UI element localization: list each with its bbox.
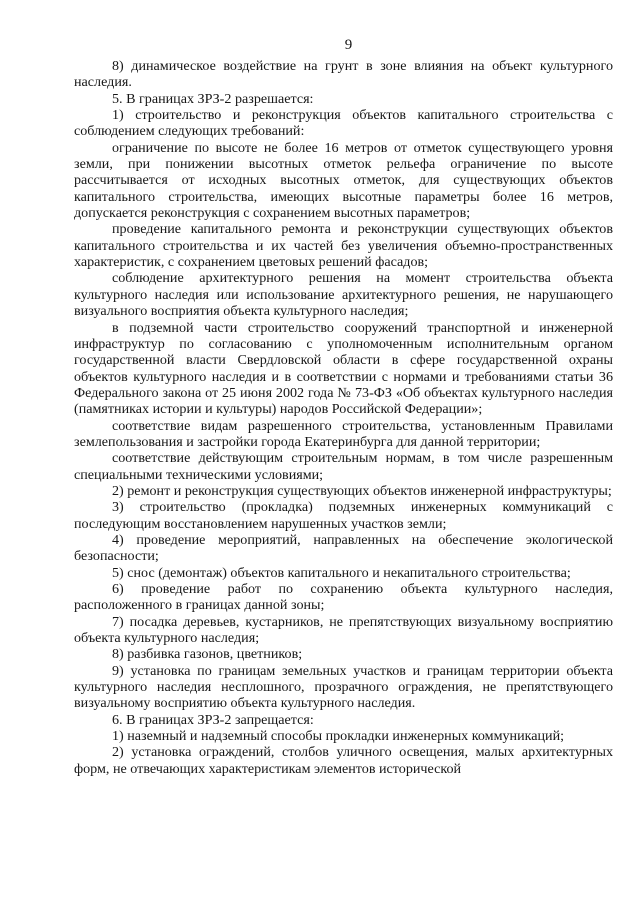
paragraph-item-7: 7) посадка деревьев, кустарников, не препятствующих визуальному восприятию объекта культурного наследия; [74, 613, 613, 647]
section-6-heading: 6. В границах ЗРЗ-2 запрещается: [112, 711, 314, 728]
paragraph-prohibited-item-1: 1) наземный и надземный способы прокладки инженерных коммуникаций; [112, 728, 565, 745]
paragraph-item-1-construction: 1) строительство и реконструкция объектов капитального строительства с соблюдением следующих требований: [74, 107, 613, 140]
paragraph-prohibited-item-2: 2) установка ограждений, столбов уличного освещения, малых архитектурных форм, не отвечающих характеристикам элементов исторической [74, 744, 613, 777]
paragraph-height-limit: ограничение по высоте не более 16 метров от отметок существующего уровня земли, при понижении высотных отметок рельефа ограничение по высоте рассчитывается от исходных высотных отметок, для существующих объектов капитального строительства, имеющих высотные параметры более 16 метров, допускается реконструкция с сохранением высотных параметров; [74, 139, 613, 222]
paragraph-underground: в подземной части строительство сооружений транспортной и инженерной инфраструктур по согласованию с уполномоченным исполнительным органом государственной власти Свердловской области в сфере государственной охраны объектов культурного наследия и в соответствии с нормами и требованиями статьи 36 Федерального закона от 25 июня 2002 года № 73-ФЗ «Об объектах культурного наследия (памятниках истории и культуры) народов Российской Федерации»; [74, 319, 613, 418]
paragraph-item-4: 4) проведение мероприятий, направленных на обеспечение экологической безопасности; [74, 531, 613, 565]
paragraph-item-8-impact: 8) динамическое воздействие на грунт в зоне влияния на объект культурного наследия. [74, 58, 613, 91]
page-number: 9 [344, 37, 353, 53]
paragraph-item-5: 5) снос (демонтаж) объектов капитального и некапитального строительства; [112, 564, 571, 581]
paragraph-repair: проведение капитального ремонта и реконструкции существующих объектов капитального строительства и их частей без увеличения объемно-пространственных характеристик, с сохранением цветовых решений фасадов; [74, 221, 613, 271]
body-text [74, 58, 613, 777]
paragraph-item-3: 3) строительство (прокладка) подземных инженерных коммуникаций с последующим восстановлением нарушенных участков земли; [74, 499, 613, 532]
paragraph-building-norms: соответствие действующим строительным нормам, в том числе разрешенным специальными техническими условиями; [74, 450, 613, 483]
paragraph-item-2: 2) ремонт и реконструкция существующих объектов инженерной инфраструктуры; [112, 482, 612, 499]
paragraph-item-9: 9) установка по границам земельных участков и границам территории объекта культурного наследия несплошного, прозрачного ограждения, не препятствующего визуальному восприятию объекта культурного наследия. [74, 662, 613, 712]
section-5-heading: 5. В границах ЗРЗ-2 разрешается: [112, 90, 314, 107]
paragraph-item-8-lawns: 8) разбивка газонов, цветников; [112, 646, 303, 663]
paragraph-item-6: 6) проведение работ по сохранению объекта культурного наследия, расположенного в границах данной зоны; [74, 581, 613, 614]
paragraph-architecture: соблюдение архитектурного решения на момент строительства объекта культурного наследия или использование архитектурного решения, не нарушающего визуального восприятия объекта культурного наследия; [74, 270, 613, 320]
paragraph-permitted-use: соответствие видам разрешенного строительства, установленным Правилами землепользования и застройки города Екатеринбурга для данной территории; [74, 417, 613, 450]
